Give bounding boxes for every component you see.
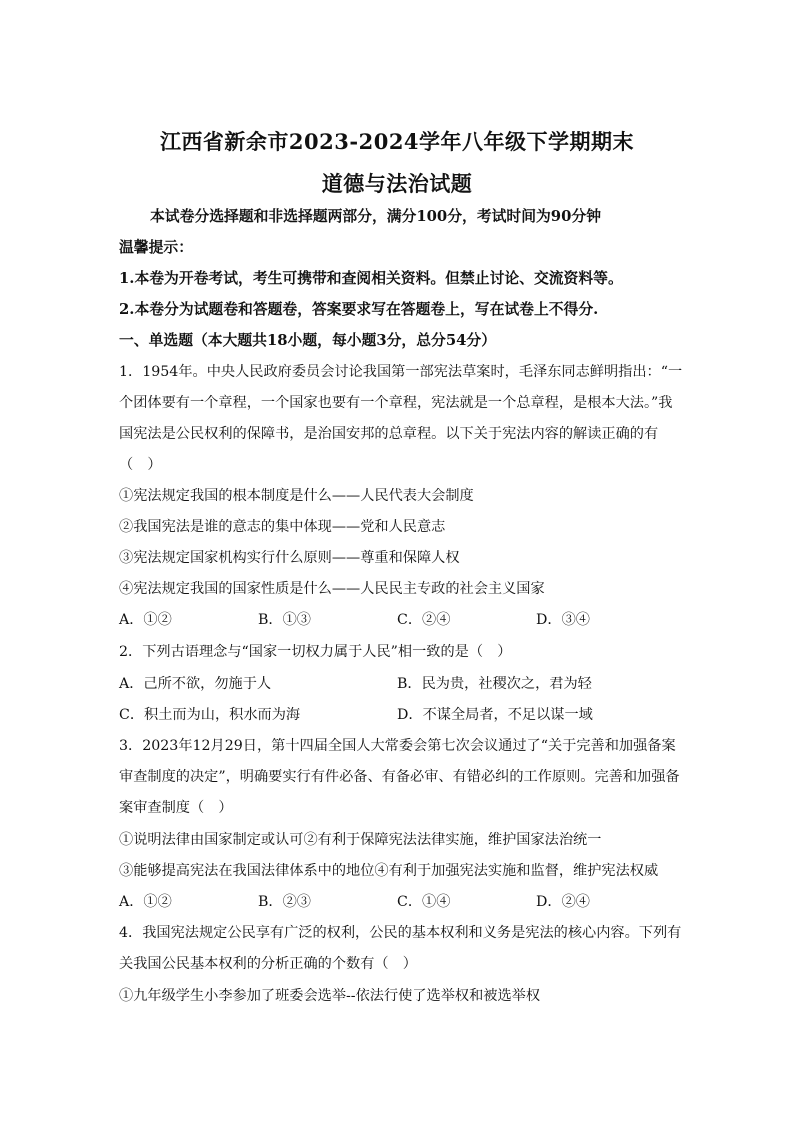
q1-option-a: A．①② xyxy=(119,612,172,628)
q2-option-a: A．己所不欲，勿施于人 xyxy=(119,676,272,692)
q1-stem-line1: 1．1954年。中央人民政府委员会讨论我国第一部宪法草案时，毛泽东同志鲜明指出：“一 xyxy=(119,364,683,380)
q1-option-d: D．③④ xyxy=(536,612,590,628)
q4-stem-line2: 关我国公民基本权利的分析正确的个数有（ ） xyxy=(119,956,417,972)
q1-statement-1: ①宪法规定我国的根本制度是什么——人民代表大会制度 xyxy=(119,488,474,504)
q2-stem: 2．下列古语理念与“国家一切权力属于人民”相一致的是（ ） xyxy=(119,644,512,660)
q2-option-c: C．积土而为山，积水而为海 xyxy=(119,707,301,723)
q3-stem-line1: 3．2023年12月29日，第十四届全国人大常委会第七次会议通过了“关于完善和加强备案 xyxy=(119,738,676,754)
tips-heading: 温馨提示： xyxy=(119,239,193,256)
q1-stem-line3: 国宪法是公民权利的保障书，是治国安邦的总章程。以下关于宪法内容的解读正确的有 xyxy=(119,426,659,442)
q1-statement-3: ③宪法规定国家机构实行什么原则——尊重和保障人权 xyxy=(119,550,460,566)
q3-statements-3-4: ③能够提高宪法在我国法律体系中的地位④有利于加强宪法实施和监督，维护宪法权威 xyxy=(119,863,659,879)
exam-title-line1: 江西省新余市2023-2024学年八年级下学期期末 xyxy=(159,129,635,154)
q3-option-c: C．①④ xyxy=(397,894,451,910)
q4-statement-1: ①九年级学生小李参加了班委会选举--依法行使了选举权和被选举权 xyxy=(119,988,541,1004)
q1-option-c: C．②④ xyxy=(397,612,451,628)
q2-option-b: B．民为贵，社稷次之，君为轻 xyxy=(397,676,592,692)
q3-stem-line3: 案审查制度（ ） xyxy=(119,800,233,816)
q1-stem-line4: （ ） xyxy=(119,457,162,473)
q3-option-b: B．②③ xyxy=(258,894,311,910)
q1-statement-2: ②我国宪法是谁的意志的集中体现——党和人民意志 xyxy=(119,519,446,535)
q1-statement-4: ④宪法规定我国的国家性质是什么——人民民主专政的社会主义国家 xyxy=(119,581,545,597)
tip-2: 2.本卷分为试题卷和答题卷，答案要求写在答题卷上，写在试卷上不得分. xyxy=(119,301,599,318)
q4-stem-line1: 4．我国宪法规定公民享有广泛的权利，公民的基本权利和义务是宪法的核心内容。下列有 xyxy=(119,925,682,941)
exam-summary: 本试卷分选择题和非选择题两部分，满分100分，考试时间为90分钟 xyxy=(150,208,601,225)
q3-statements-1-2: ①说明法律由国家制定或认可②有利于保障宪法法律实施，维护国家法治统一 xyxy=(119,832,602,848)
q3-option-d: D．②④ xyxy=(536,894,590,910)
tip-1: 1.本卷为开卷考试，考生可携带和查阅相关资料。但禁止讨论、交流资料等。 xyxy=(119,270,623,287)
q3-stem-line2: 审查制度的决定”，明确要实行有件必备、有备必审、有错必纠的工作原则。完善和加强备 xyxy=(119,769,680,785)
section-heading: 一、单选题（本大题共18小题，每小题3分，总分54分） xyxy=(119,332,497,349)
q3-option-a: A．①② xyxy=(119,894,172,910)
exam-title-line2: 道德与法治试题 xyxy=(321,171,473,196)
q1-stem-line2: 个团体要有一个章程，一个国家也要有一个章程，宪法就是一个总章程，是根本大法。”我 xyxy=(119,395,673,411)
q2-option-d: D．不谋全局者，不足以谋一域 xyxy=(397,707,593,723)
q1-option-b: B．①③ xyxy=(258,612,311,628)
